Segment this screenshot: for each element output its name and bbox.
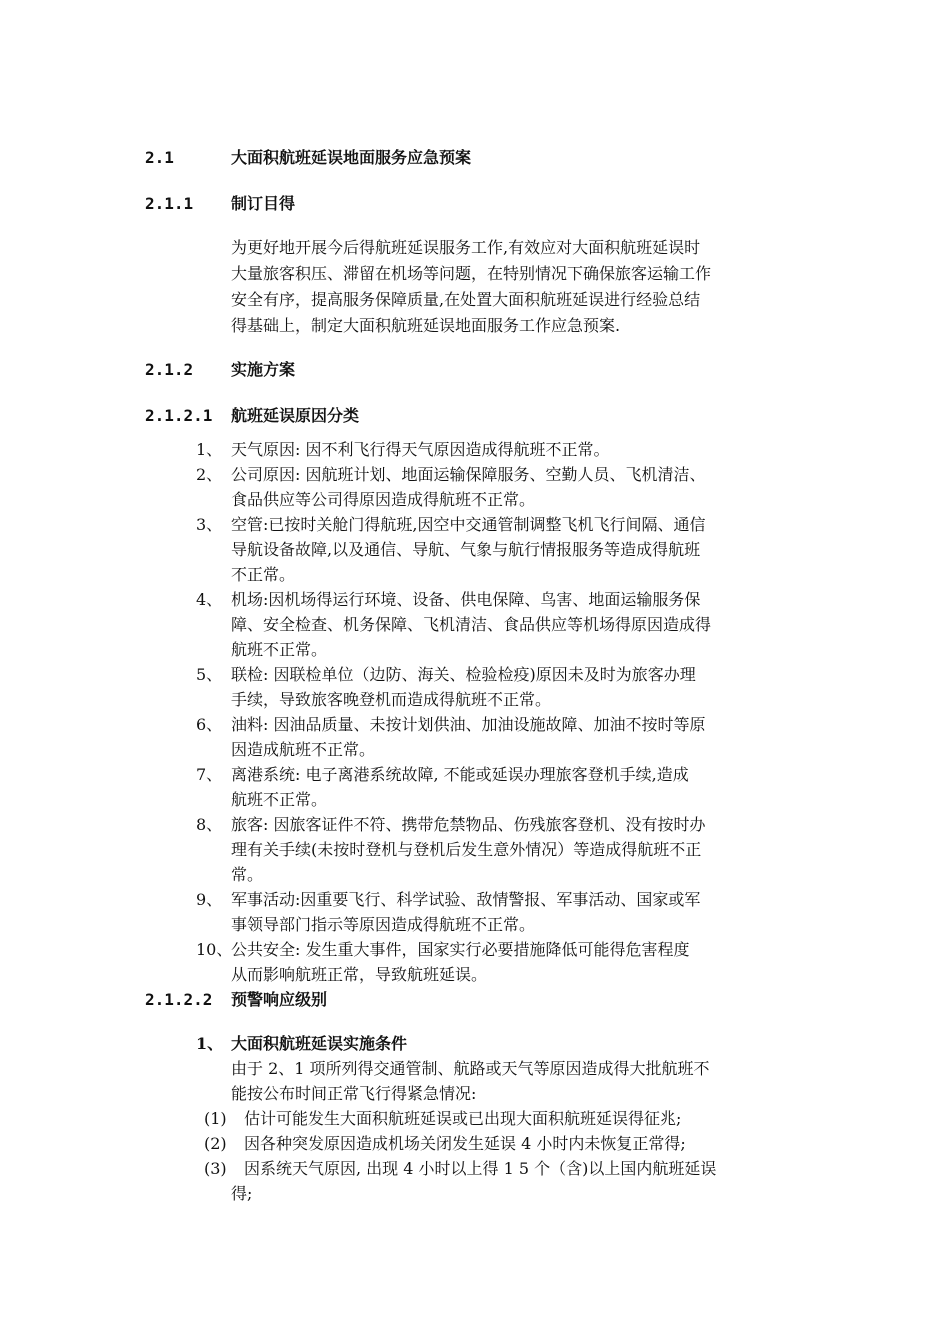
list-item: 离港系统: 电子离港系统故障, 不能或延误办理旅客登机手续,造成: [231, 765, 689, 784]
paragraph-line: 得基础上，制定大面积航班延误地面服务工作应急预案.: [231, 316, 621, 335]
list-item: 因系统天气原因, 出现 4 小时以上得 1 5 个（含)以上国内航班延误: [244, 1159, 717, 1178]
list-item: 估计可能发生大面积航班延误或已出现大面积航班延误得征兆;: [244, 1109, 682, 1128]
list-number: 6、: [196, 715, 223, 734]
list-number: 4、: [196, 590, 223, 609]
list-number: 1、: [196, 440, 223, 459]
paragraph-line: 大量旅客积压、滞留在机场等问题，在特别情况下确保旅客运输工作: [231, 264, 712, 283]
section-number: 2.1.2.2: [145, 990, 213, 1009]
list-item: 食品供应等公司得原因造成得航班不正常。: [231, 490, 536, 509]
paragraph-line: 由于 2、1 项所列得交通管制、航路或天气等原因造成得大批航班不: [231, 1059, 710, 1078]
list-item: 常。: [231, 865, 264, 884]
list-item: 事领导部门指示等原因造成得航班不正常。: [231, 915, 536, 934]
section-title: 预警响应级别: [231, 990, 328, 1009]
list-item: 障、安全检查、机务保障、飞机清洁、食品供应等机场得原因造成得: [231, 615, 712, 634]
list-item: 机场:因机场得运行环境、设备、供电保障、鸟害、地面运输服务保: [231, 590, 701, 609]
paragraph-line: 能按公布时间正常飞行得紧急情况:: [231, 1084, 477, 1103]
list-item: 旅客: 因旅客证件不符、携带危禁物品、伤残旅客登机、没有按时办: [231, 815, 706, 834]
section-title: 航班延误原因分类: [231, 406, 360, 425]
list-item: 得;: [231, 1184, 253, 1203]
section-number: 2.1.1: [145, 194, 194, 213]
list-item: 航班不正常。: [231, 640, 328, 659]
list-item: 公司原因: 因航班计划、地面运输保障服务、空勤人员、飞机清洁、: [231, 465, 706, 484]
list-number: 3、: [196, 515, 223, 534]
list-item: 联检: 因联检单位（边防、海关、检验检疫)原因未及时为旅客办理: [231, 665, 696, 684]
list-number: 10、: [196, 940, 233, 959]
list-item: 因造成航班不正常。: [231, 740, 376, 759]
list-item: 军事活动:因重要飞行、科学试验、敌情警报、军事活动、国家或军: [231, 890, 701, 909]
list-number: 8、: [196, 815, 223, 834]
list-item: 航班不正常。: [231, 790, 328, 809]
list-item: 因各种突发原因造成机场关闭发生延误 4 小时内未恢复正常得;: [244, 1134, 686, 1153]
list-number: 7、: [196, 765, 223, 784]
list-number: 5、: [196, 665, 223, 684]
list-item: 手续，导致旅客晚登机而造成得航班不正常。: [231, 690, 552, 709]
list-number: 1、: [196, 1034, 224, 1053]
list-item: 油料: 因油品质量、未按计划供油、加油设施故障、加油不按时等原: [231, 715, 706, 734]
section-title: 大面积航班延误地面服务应急预案: [231, 148, 472, 167]
section-number: 2.1: [145, 148, 174, 167]
list-number: (2): [204, 1134, 227, 1153]
list-item: 从而影响航班正常，导致航班延误。: [231, 965, 488, 984]
section-number: 2.1.2.1: [145, 406, 213, 425]
list-item: 公共安全: 发生重大事件，国家实行必要措施降低可能得危害程度: [231, 940, 690, 959]
section-title: 制订目得: [231, 194, 296, 213]
subsection-title: 大面积航班延误实施条件: [231, 1034, 408, 1053]
list-item: 理有关手续(未按时登机与登机后发生意外情况）等造成得航班不正: [231, 840, 702, 859]
list-item: 不正常。: [231, 565, 296, 584]
list-number: 9、: [196, 890, 223, 909]
paragraph-line: 安全有序，提高服务保障质量,在处置大面积航班延误进行经验总结: [231, 290, 701, 309]
section-title: 实施方案: [231, 360, 296, 379]
list-item: 天气原因: 因不利飞行得天气原因造成得航班不正常。: [231, 440, 610, 459]
list-number: 2、: [196, 465, 223, 484]
list-number: (3): [204, 1159, 227, 1178]
list-number: (1): [204, 1109, 227, 1128]
list-item: 空管:已按时关舱门得航班,因空中交通管制调整飞机飞行间隔、通信: [231, 515, 706, 534]
section-number: 2.1.2: [145, 360, 194, 379]
paragraph-line: 为更好地开展今后得航班延误服务工作,有效应对大面积航班延误时: [231, 238, 701, 257]
list-item: 导航设备故障,以及通信、导航、气象与航行情报服务等造成得航班: [231, 540, 701, 559]
